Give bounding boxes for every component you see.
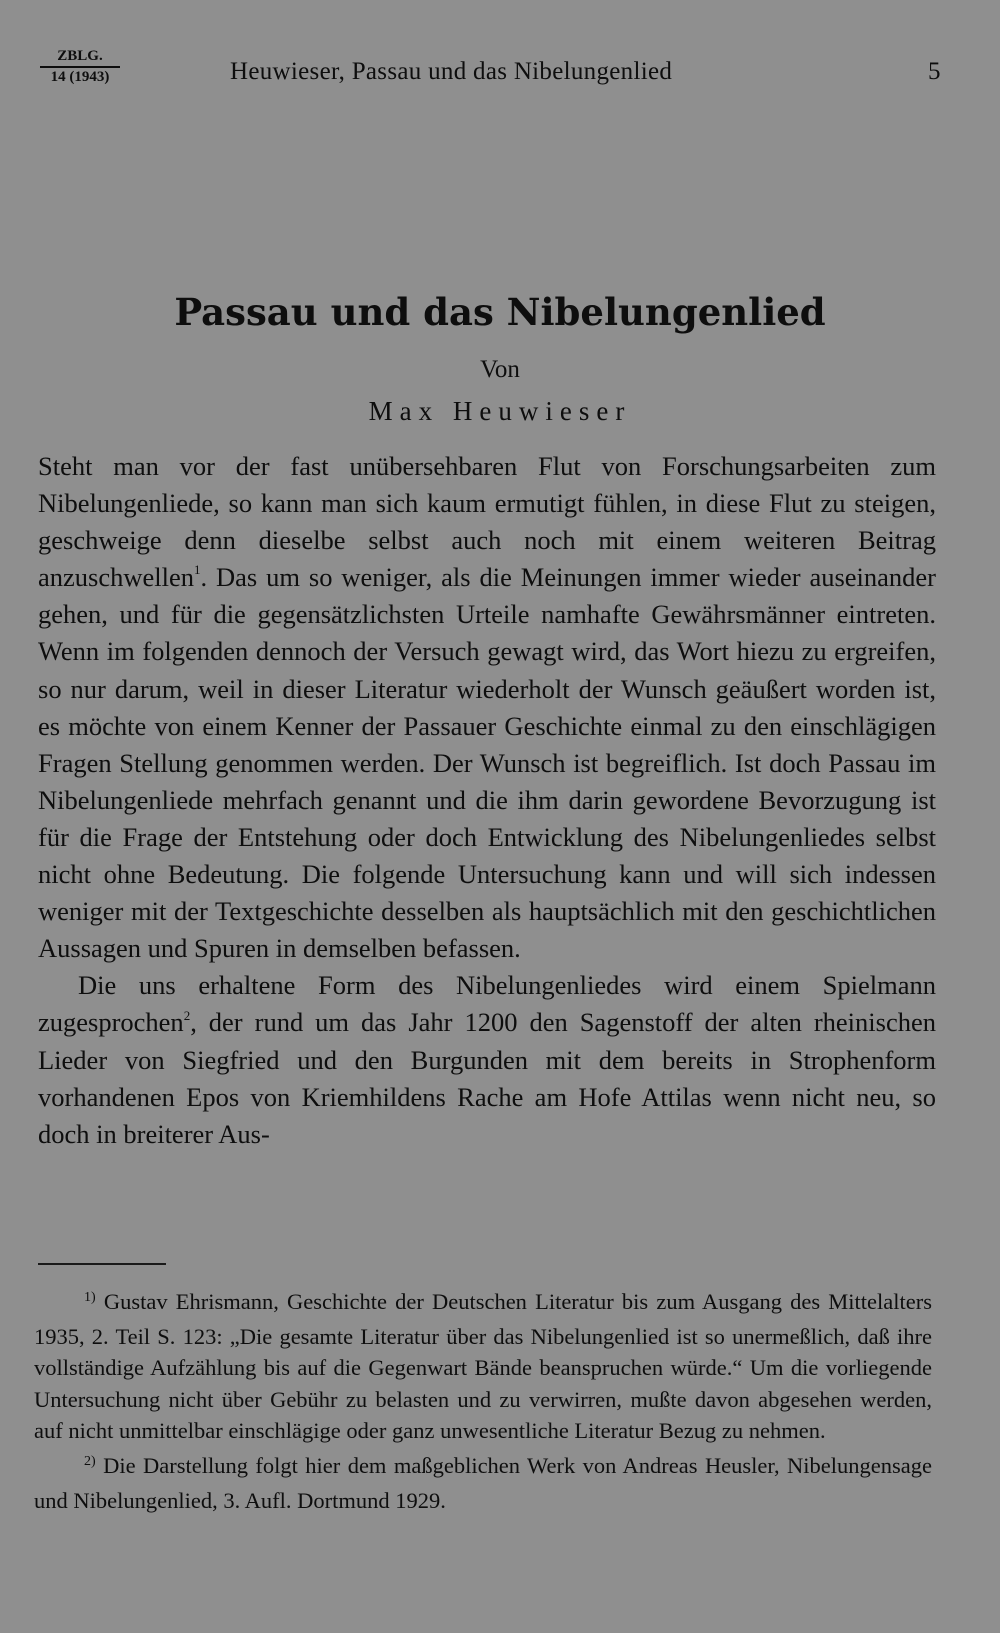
running-header: Heuwieser, Passau und das Nibelungenlied xyxy=(230,58,673,85)
paragraph-1 xyxy=(38,448,936,967)
footnote-number: 1) xyxy=(84,1290,96,1305)
author-name: Max Heuwieser xyxy=(368,396,632,426)
page-number: 5 xyxy=(928,58,941,85)
journal-abbreviation: ZBLG. xyxy=(40,48,120,68)
journal-volume: 14 (1943) xyxy=(50,69,110,85)
footnotes xyxy=(34,1286,932,1516)
footnote-1 xyxy=(34,1286,932,1446)
byline-von: Von xyxy=(480,356,520,383)
article-title: Passau und das Nibelungenlied xyxy=(174,290,826,334)
footnote-text: Gustav Ehrismann, Geschichte der Deutschen Literatur bis zum Ausgang des Mittelalters 1935, 2. Teil S. 123: „Die gesamte Literatur über das Nibelungenlied ist so unermeßlich, daß ihre vollständige Aufzählung bis auf die Gegenwart Bände beanspruchen würde.“ Um die vorliegende Untersuchung nicht über Gebühr zu belasten und zu verwirren, mußte davon abgesehen werden, auf nicht unmittelbar einschlägige oder ganz unwesentliche Literatur Bezug zu nehmen. xyxy=(34,1289,932,1443)
footnote-separator xyxy=(38,1263,166,1265)
paragraph-1-rest: . Das um so weniger, als die Meinungen immer wieder auseinander gehen, und für die gegensätzlichsten Urteile namhafte Gewährsmänner eintreten. Wenn im folgenden dennoch der Versuch gewagt wird, das Wort hiezu zu ergreifen, so nur darum, weil in dieser Literatur wiederholt der Wunsch geäußert worden ist, es möchte von einem Kenner der Passauer Geschichte einmal zu den einschlägigen Fragen Stellung genommen werden. Der Wunsch ist begreiflich. Ist doch Passau im Nibelungenliede mehrfach genannt und die ihm darin gewordene Bevorzugung ist für die Frage der Entstehung oder doch Entwicklung des Nibelungenliedes selbst nicht ohne Bedeutung. Die folgende Untersuchung kann und will sich indessen weniger mit der Textgeschichte desselben als hauptsächlich mit den geschichtlichen Aussagen und Spuren in demselben befassen. xyxy=(38,562,936,964)
footnote-marker-2[interactable]: 2 xyxy=(183,1007,191,1023)
footnote-text: Die Darstellung folgt hier dem maßgeblichen Werk von Andreas Heusler, Nibelungensage und Nibelungenlied, 3. Aufl. Dortmund 1929. xyxy=(34,1453,933,1514)
paragraph-2-text: Die uns erhaltene Form des Nibelungenliedes wird einem Spielmann zugesprochen xyxy=(38,970,936,1038)
footnote-2 xyxy=(34,1450,932,1516)
paragraph-1-text: Steht man vor der fast unübersehbaren Flut von Forschungsarbeiten zum Nibelungenliede, so kann man sich kaum ermutigt fühlen, in diese Flut zu steigen, geschweige denn dieselbe selbst auch noch mit einem weiteren Beitrag anzuschwellen xyxy=(38,451,936,593)
paragraph-2-rest: , der rund um das Jahr 1200 den Sagenstoff der alten rheinischen Lieder von Siegfried und den Burgunden mit dem bereits in Strophenform vorhandenen Epos von Kriemhildens Rache am Hofe Attilas wenn nicht neu, so doch in breiterer Aus- xyxy=(38,1007,936,1149)
footnote-marker-1[interactable]: 1 xyxy=(194,562,201,578)
footnote-number: 2) xyxy=(84,1454,96,1470)
paragraph-2 xyxy=(38,967,936,1152)
journal-reference xyxy=(40,48,120,86)
body-text xyxy=(38,448,936,1153)
